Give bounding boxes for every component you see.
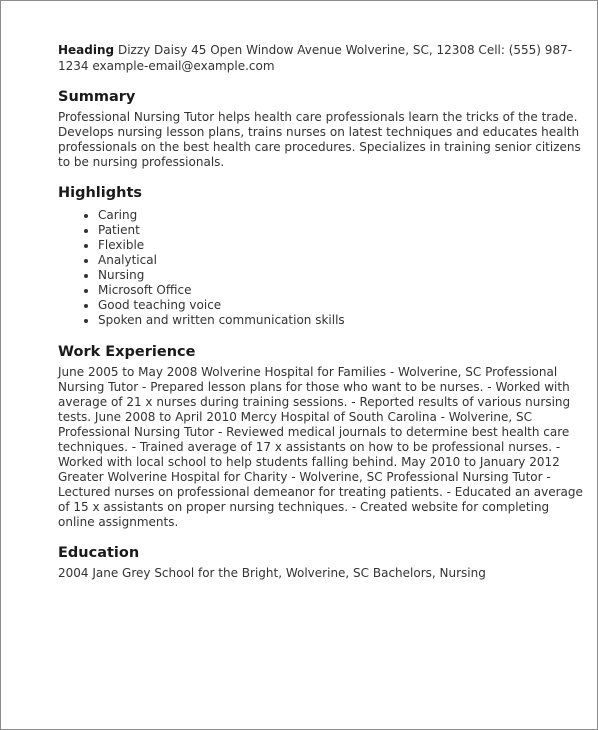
highlight-item: • Caring [98, 208, 593, 223]
education-text: 2004 Jane Grey School for the Bright, Wolverine, SC Bachelors, Nursing [58, 566, 486, 580]
summary-text: Professional Nursing Tutor helps health care professionals learn the tricks of the trade. Develops nursing lesson plans, trains nurses on latest techniques and educates health professionals on the best health care procedures. Specializes in training senior citizens to be nursing professionals. [58, 110, 581, 169]
summary-title: Summary [58, 89, 136, 105]
education-title: Education [58, 545, 140, 561]
highlight-item: • Microsoft Office [98, 283, 593, 298]
highlight-item: • Nursing [98, 268, 593, 283]
highlight-item: • Flexible [98, 238, 593, 253]
heading-label: Heading [58, 43, 115, 57]
work-experience-text: June 2005 to May 2008 Wolverine Hospital for Families - Wolverine, SC Professional Nursing Tutor - Prepared lesson plans for those who want to be nurses. - Worked with average of 21 x nurses during training sessions. - Reported results of various nursing tests. June 2008 to April 2010 Mercy Hospital of South Carolina - Wolverine, SC Professional Nursing Tutor - Reviewed medical journals to determine best health care techniques. - Trained average of 17 x assistants on how to be professional nurses. - Worked with local school to help students falling behind. May 2010 to January 2012 Greater Wolverine Hospital for Charity - Wolverine, SC Professional Nursing Tutor - Lectured nurses on professional demeanor for treating patients. - Educated an average of 15 x assistants on proper nursing techniques. - Created website for completing online assignments. [58, 365, 583, 529]
summary-section [58, 88, 593, 170]
education-section [58, 544, 593, 581]
highlight-item: • Good teaching voice [98, 298, 593, 313]
highlights-section [58, 184, 593, 328]
highlights-list [58, 208, 593, 328]
contact-heading [58, 42, 593, 74]
work-experience-section [58, 343, 593, 530]
work-experience-title: Work Experience [58, 344, 196, 360]
highlight-item: • Analytical [98, 253, 593, 268]
contact-details: Dizzy Daisy 45 Open Window Avenue Wolverine, SC, 12308 Cell: (555) 987-1234 example-email@example.com [58, 43, 573, 73]
highlight-item: • Patient [98, 223, 593, 238]
highlights-title: Highlights [58, 185, 143, 201]
highlight-item: • Spoken and written communication skills [98, 313, 593, 328]
